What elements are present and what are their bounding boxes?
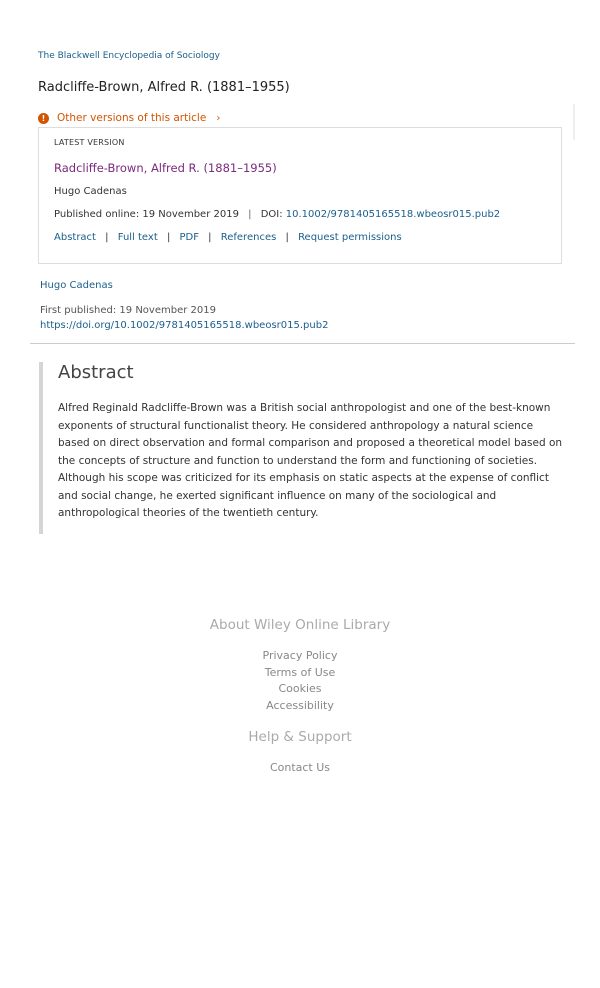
footer-link-cookies[interactable]: Cookies [278,682,322,695]
chevron-right-icon: › [216,112,221,124]
footer [0,614,600,777]
footer-link-terms[interactable]: Terms of Use [264,665,336,679]
footer-link-privacy[interactable]: Privacy Policy [262,649,338,662]
version-links [54,232,402,243]
other-versions-label: Other versions of this article [57,112,207,124]
footer-help-heading: Help & Support [248,729,352,745]
journal-name[interactable]: The Blackwell Encyclopedia of Sociology [38,51,220,61]
footer-link-accessibility[interactable]: Accessibility [266,698,334,712]
separator: | [208,232,212,243]
abstract-text: Alfred Reginald Radcliffe-Brown was a British social anthropologist and one of the best-known exponents of structural functionalist theory. He considered anthropology a natural science based on direct observation and formal comparison and proposed a theoretical model based on the concepts of structure and function to understand the form and functioning of societies. Although his scope was criticized for its emphasis on static aspects at the expense of conflict and social change, he exerted significant influence on many of the sociological and anthropological theories of the twentieth century. [58,402,563,519]
footer-link-contact[interactable]: Contact Us [269,761,331,774]
abstract-section [39,362,573,534]
request-permissions-link[interactable]: Request permissions [298,232,402,243]
separator: | [105,232,109,243]
pdf-link[interactable]: PDF [179,232,199,243]
abstract-link[interactable]: Abstract [54,232,96,243]
article-author-link[interactable]: Hugo Cadenas [40,280,113,291]
version-publication-info [54,209,500,220]
version-panel [38,127,562,264]
scrollbar[interactable] [573,104,575,140]
version-title-link[interactable]: Radcliffe-Brown, Alfred R. (1881–1955) [54,161,277,175]
page-title: Radcliffe-Brown, Alfred R. (1881–1955) [38,80,290,95]
published-date: 19 November 2019 [142,209,239,220]
latest-version-label: LATEST VERSION [54,138,125,147]
doi-label: DOI: [260,209,283,220]
abstract-heading: Abstract [58,362,134,383]
separator: | [285,232,289,243]
separator: | [166,232,171,243]
divider [30,343,575,344]
first-published: First published: 19 November 2019 [40,305,216,316]
separator: | [248,209,252,220]
other-versions-link[interactable] [38,112,220,124]
full-text-link[interactable]: Full text [117,232,158,243]
references-link[interactable]: References [220,232,277,243]
alert-icon: ! [38,113,49,124]
footer-about-heading: About Wiley Online Library [209,617,391,633]
version-author: Hugo Cadenas [54,186,127,197]
published-label: Published online: [54,209,140,220]
article-doi-link[interactable]: https://doi.org/10.1002/9781405165518.wbeosr015.pub2 [40,320,329,331]
version-doi-link[interactable]: 10.1002/9781405165518.wbeosr015.pub2 [285,209,501,220]
